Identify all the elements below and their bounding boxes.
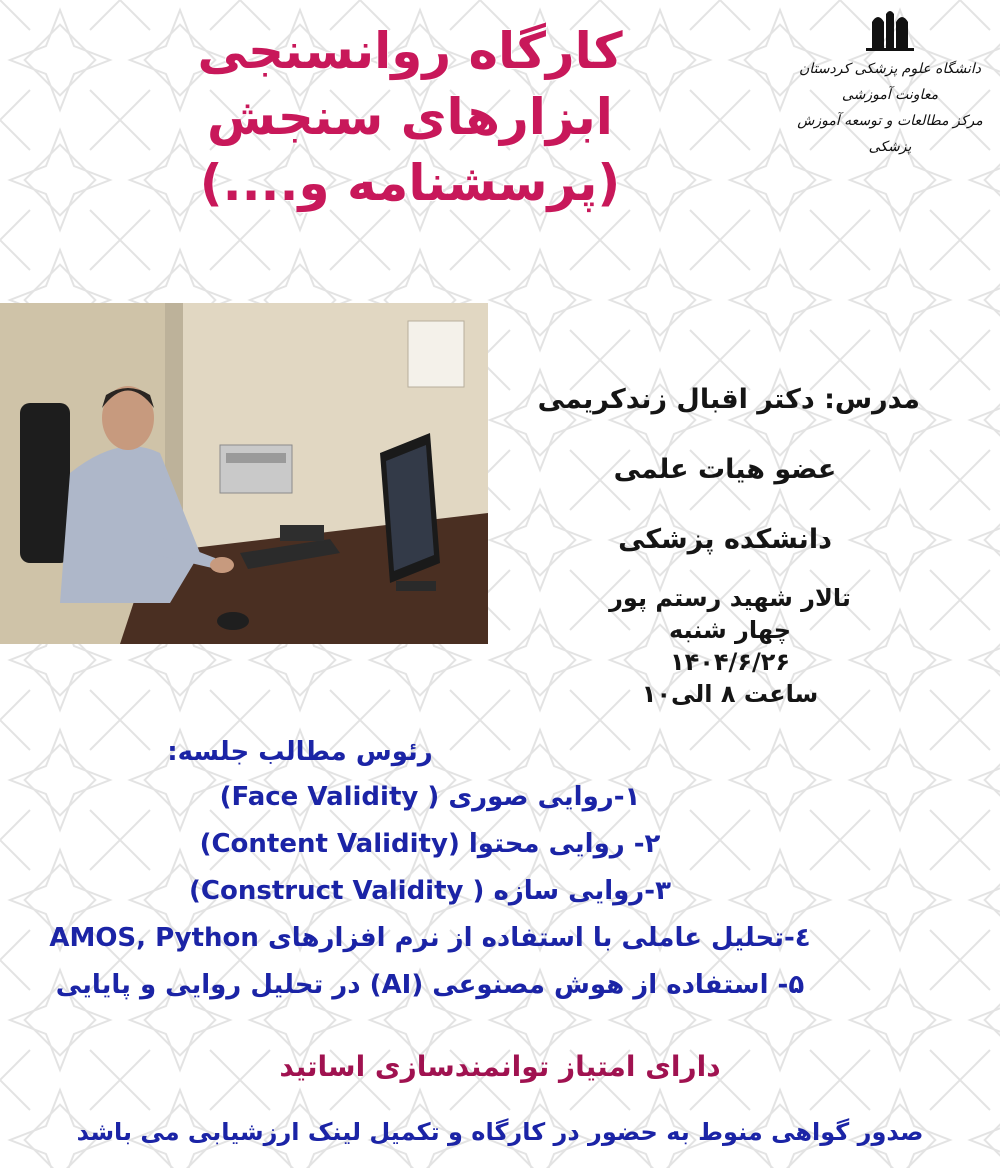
topics-heading: رئوس مطالب جلسه: [167,737,433,767]
certificate-note: صدور گواهی منوط به حضور در کارگاه و تکمیل لینک ارزشیابی می باشد [76,1118,924,1146]
instructor-photo [0,303,488,644]
university-logo [795,8,985,198]
title-line-3: (پرسشنامه و....) [199,154,621,212]
instructor-info [490,365,960,575]
topic-item: ۳-روایی سازه ( Construct Validity) [189,876,671,906]
topic-item: ۱-روایی صوری ( Face Validity) [219,782,641,812]
topic-item: ٤-تحلیل عاملی با استفاده از نرم افزارهای AMOS, Python [49,923,811,953]
venue-date: ۱۴۰۴/۶/۲۶ [669,648,791,676]
logo-text-center: مرکز مطالعات و توسعه آموزش پزشکی [797,113,983,155]
workshop-title [150,18,670,216]
title-line-1: کارگاه روانسنجی [197,22,623,80]
venue-day: چهار شنبه [668,616,792,644]
topic-item: ۵- استفاده از هوش مصنوعی (AI) در تحلیل روایی و پایایی [55,970,805,1000]
title-line-2: ابزارهای سنجش [207,88,613,146]
venue-info [560,582,900,710]
privilege-note: دارای امتیاز توانمندسازی اساتید [279,1050,721,1083]
instructor-name: مدرس: دکتر اقبال زندکریمی [537,384,920,415]
session-topics [15,730,845,1009]
topic-item: ۲- روایی محتوا (Content Validity) [199,829,661,859]
instructor-faculty: دانشکده پزشکی [618,524,832,555]
instructor-role: عضو هیات علمی [613,454,837,485]
venue-hall: تالار شهید رستم پور [609,584,851,612]
logo-text-deputy: معاونت آموزشی [841,87,939,103]
logo-text-university: دانشگاه علوم پزشکی کردستان [799,61,981,77]
venue-time: ساعت ۸ الی۱۰ [641,680,819,708]
university-emblem-icon [860,8,920,52]
